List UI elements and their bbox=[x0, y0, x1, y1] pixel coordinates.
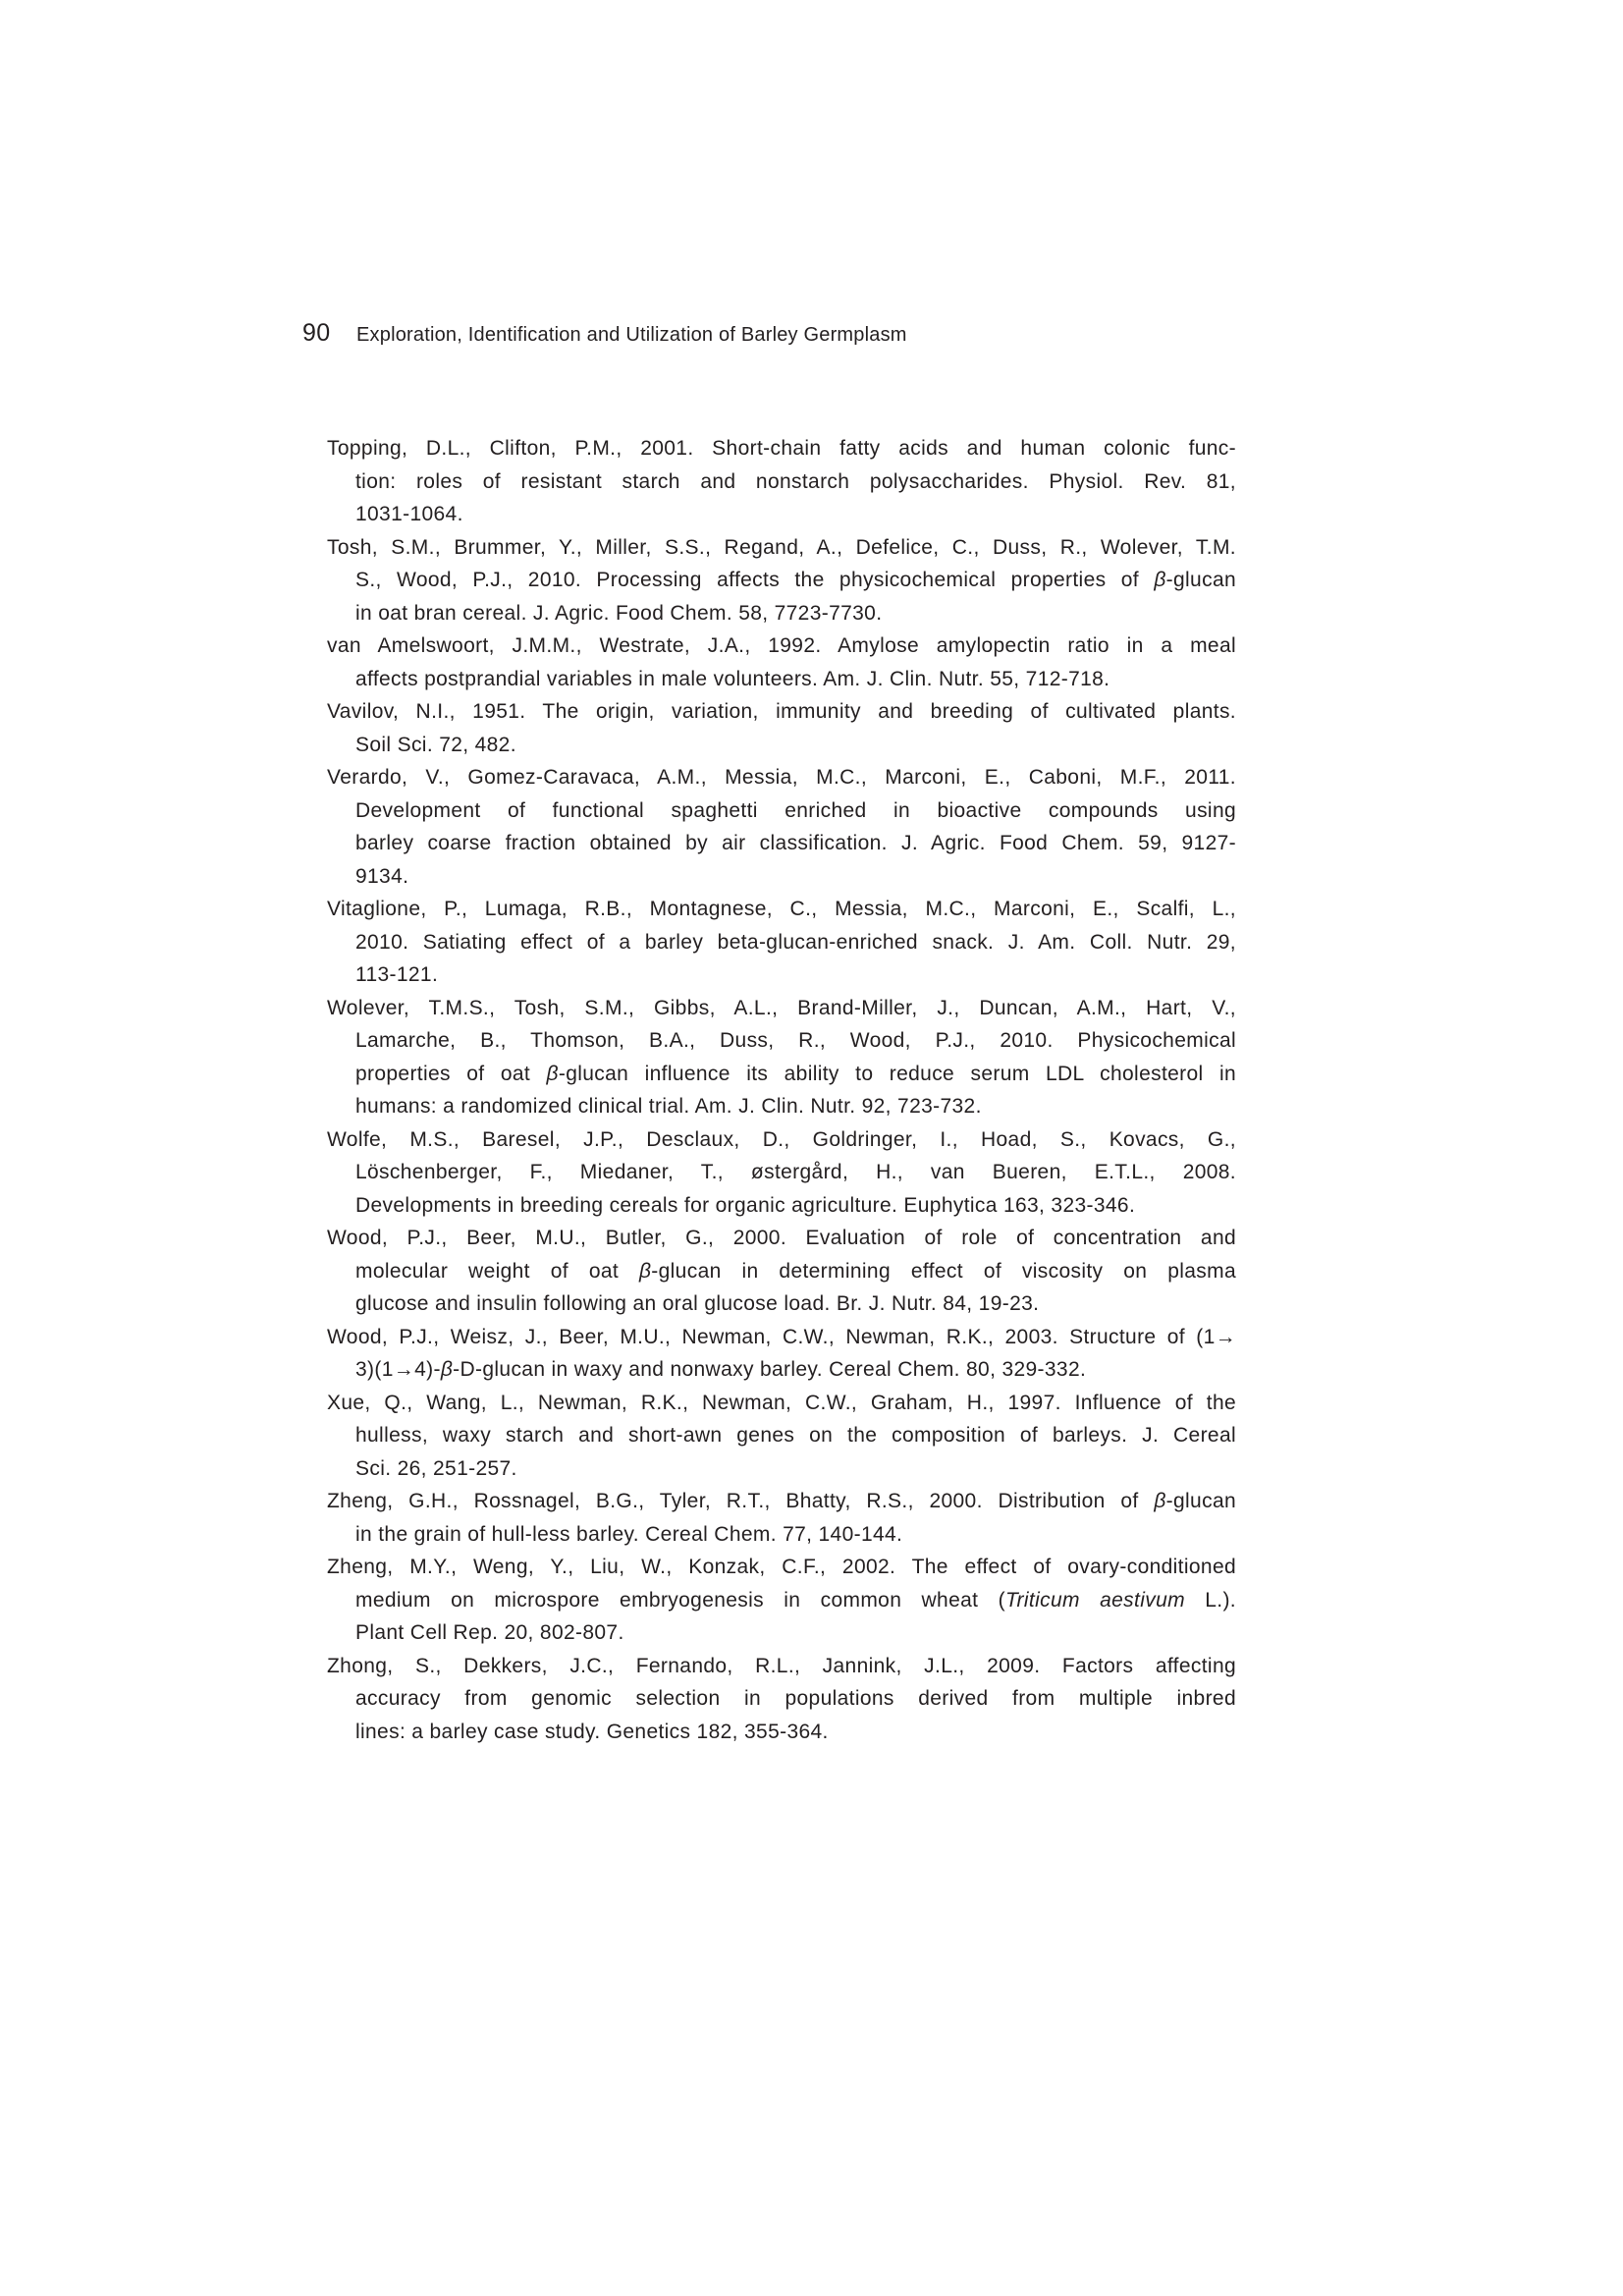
text-segment: -D-glucan in waxy and nonwaxy barley. Cereal Chem. 80, 329-332. bbox=[453, 1358, 1087, 1381]
reference-line: 1031-1064. bbox=[355, 503, 463, 525]
reference-line: Soil Sci. 72, 482. bbox=[355, 733, 516, 756]
reference-line bbox=[327, 1485, 1236, 1518]
reference-line: tion: roles of resistant starch and nonstarch polysaccharides. Physiol. Rev. 81, bbox=[355, 469, 1236, 493]
reference-entry bbox=[327, 629, 1236, 695]
text-segment: Zheng, G.H., Rossnagel, B.G., Tyler, R.T., Bhatty, R.S., 2000. Distribution of bbox=[327, 1490, 1155, 1512]
italic-text: β bbox=[638, 1259, 652, 1283]
reference-entry bbox=[327, 992, 1236, 1123]
reference-line: Verardo, V., Gomez-Caravaca, A.M., Messia, M.C., Marconi, E., Caboni, M.F., 2011. bbox=[327, 766, 1236, 789]
reference-line: Tosh, S.M., Brummer, Y., Miller, S.S., Regand, A., Defelice, C., Duss, R., Wolever, T.M. bbox=[327, 535, 1236, 559]
reference-list bbox=[327, 432, 1236, 1748]
reference-line: affects postprandial variables in male volunteers. Am. J. Clin. Nutr. 55, 712-718. bbox=[355, 667, 1110, 690]
reference-line: Plant Cell Rep. 20, 802-807. bbox=[355, 1621, 624, 1644]
italic-text: β bbox=[440, 1358, 454, 1381]
reference-line bbox=[327, 1584, 1236, 1617]
reference-entry bbox=[327, 531, 1236, 630]
italic-text: β bbox=[1154, 1490, 1166, 1512]
reference-entry bbox=[327, 1551, 1236, 1650]
reference-entry bbox=[327, 432, 1236, 531]
reference-entry bbox=[327, 1321, 1236, 1387]
text-segment: L.). bbox=[1184, 1588, 1236, 1612]
reference-line: van Amelswoort, J.M.M., Westrate, J.A., 1992. Amylose amylopectin ratio in a meal bbox=[327, 634, 1236, 657]
reference-line: 9134. bbox=[355, 864, 409, 888]
reference-line: hulless, waxy starch and short-awn genes on the composition of barleys. J. Cereal bbox=[355, 1424, 1236, 1447]
reference-line bbox=[327, 1353, 1236, 1387]
reference-line: Wood, P.J., Beer, M.U., Butler, G., 2000. Evaluation of role of concentration and bbox=[327, 1227, 1236, 1249]
text-segment: -glucan bbox=[1165, 1490, 1236, 1512]
reference-entry bbox=[327, 1485, 1236, 1551]
reference-line bbox=[327, 1255, 1236, 1288]
text-segment: medium on microspore embryogenesis in common wheat ( bbox=[355, 1588, 1005, 1612]
reference-line: Sci. 26, 251-257. bbox=[355, 1456, 517, 1480]
reference-line: glucose and insulin following an oral glucose load. Br. J. Nutr. 84, 19-23. bbox=[355, 1292, 1040, 1315]
reference-entry bbox=[327, 893, 1236, 992]
reference-line: Löschenberger, F., Miedaner, T., østergård, H., van Bueren, E.T.L., 2008. bbox=[355, 1161, 1236, 1183]
reference-line: in oat bran cereal. J. Agric. Food Chem. 58, 7723-7730. bbox=[355, 601, 883, 625]
reference-line: Zhong, S., Dekkers, J.C., Fernando, R.L., Jannink, J.L., 2009. Factors affecting bbox=[327, 1654, 1236, 1677]
reference-line: lines: a barley case study. Genetics 182, 355-364. bbox=[355, 1720, 829, 1743]
reference-line: Wolever, T.M.S., Tosh, S.M., Gibbs, A.L., Brand-Miller, J., Duncan, A.M., Hart, V., bbox=[327, 996, 1236, 1019]
running-head bbox=[302, 318, 907, 350]
reference-line: humans: a randomized clinical trial. Am. J. Clin. Nutr. 92, 723-732. bbox=[355, 1095, 982, 1118]
reference-line bbox=[327, 1058, 1236, 1091]
reference-entry bbox=[327, 1222, 1236, 1321]
reference-entry bbox=[327, 1650, 1236, 1749]
running-title: Exploration, Identification and Utilization of Barley Germplasm bbox=[356, 324, 907, 346]
reference-entry bbox=[327, 761, 1236, 893]
reference-line: Xue, Q., Wang, L., Newman, R.K., Newman, C.W., Graham, H., 1997. Influence of the bbox=[327, 1391, 1236, 1414]
reference-entry bbox=[327, 1387, 1236, 1486]
text-segment: -glucan bbox=[1165, 569, 1236, 591]
italic-text: β bbox=[546, 1062, 559, 1085]
text-segment: -glucan influence its ability to reduce serum LDL cholesterol in bbox=[558, 1062, 1236, 1085]
reference-line: Topping, D.L., Clifton, P.M., 2001. Short-chain fatty acids and human colonic func- bbox=[327, 437, 1236, 460]
reference-entry bbox=[327, 695, 1236, 761]
reference-line: Development of functional spaghetti enriched in bioactive compounds using bbox=[355, 798, 1236, 822]
text-segment: S., Wood, P.J., 2010. Processing affects the physicochemical properties of bbox=[355, 569, 1155, 591]
reference-line: Zheng, M.Y., Weng, Y., Liu, W., Konzak, C.F., 2002. The effect of ovary-conditioned bbox=[327, 1556, 1236, 1578]
reference-line: accuracy from genomic selection in populations derived from multiple inbred bbox=[355, 1687, 1236, 1710]
reference-line: Vitaglione, P., Lumaga, R.B., Montagnese, C., Messia, M.C., Marconi, E., Scalfi, L., bbox=[327, 898, 1236, 920]
text-segment: properties of oat bbox=[355, 1062, 547, 1085]
italic-text: Triticum aestivum bbox=[1004, 1588, 1185, 1612]
page-number: 90 bbox=[302, 319, 331, 347]
reference-entry bbox=[327, 1123, 1236, 1223]
reference-line: in the grain of hull-less barley. Cereal Chem. 77, 140-144. bbox=[355, 1522, 903, 1546]
italic-text: β bbox=[1154, 569, 1166, 591]
reference-line: Vavilov, N.I., 1951. The origin, variation, immunity and breeding of cultivated plants. bbox=[327, 700, 1236, 723]
reference-line: Wolfe, M.S., Baresel, J.P., Desclaux, D., Goldringer, I., Hoad, S., Kovacs, G., bbox=[327, 1127, 1236, 1151]
reference-line: 2010. Satiating effect of a barley beta-glucan-enriched snack. J. Am. Coll. Nutr. 29, bbox=[355, 930, 1236, 954]
reference-line: Developments in breeding cereals for organic agriculture. Euphytica 163, 323-346. bbox=[355, 1193, 1136, 1217]
text-segment: 3)(1→4)- bbox=[355, 1358, 441, 1381]
reference-line: Wood, P.J., Weisz, J., Beer, M.U., Newman, C.W., Newman, R.K., 2003. Structure of (1→ bbox=[327, 1325, 1236, 1348]
text-segment: -glucan in determining effect of viscosity on plasma bbox=[651, 1259, 1236, 1283]
reference-line bbox=[327, 564, 1236, 597]
reference-line: 113-121. bbox=[355, 963, 439, 986]
reference-line: barley coarse fraction obtained by air classification. J. Agric. Food Chem. 59, 9127- bbox=[355, 832, 1236, 854]
text-segment: molecular weight of oat bbox=[355, 1259, 639, 1283]
reference-line: Lamarche, B., Thomson, B.A., Duss, R., Wood, P.J., 2010. Physicochemical bbox=[355, 1029, 1236, 1052]
